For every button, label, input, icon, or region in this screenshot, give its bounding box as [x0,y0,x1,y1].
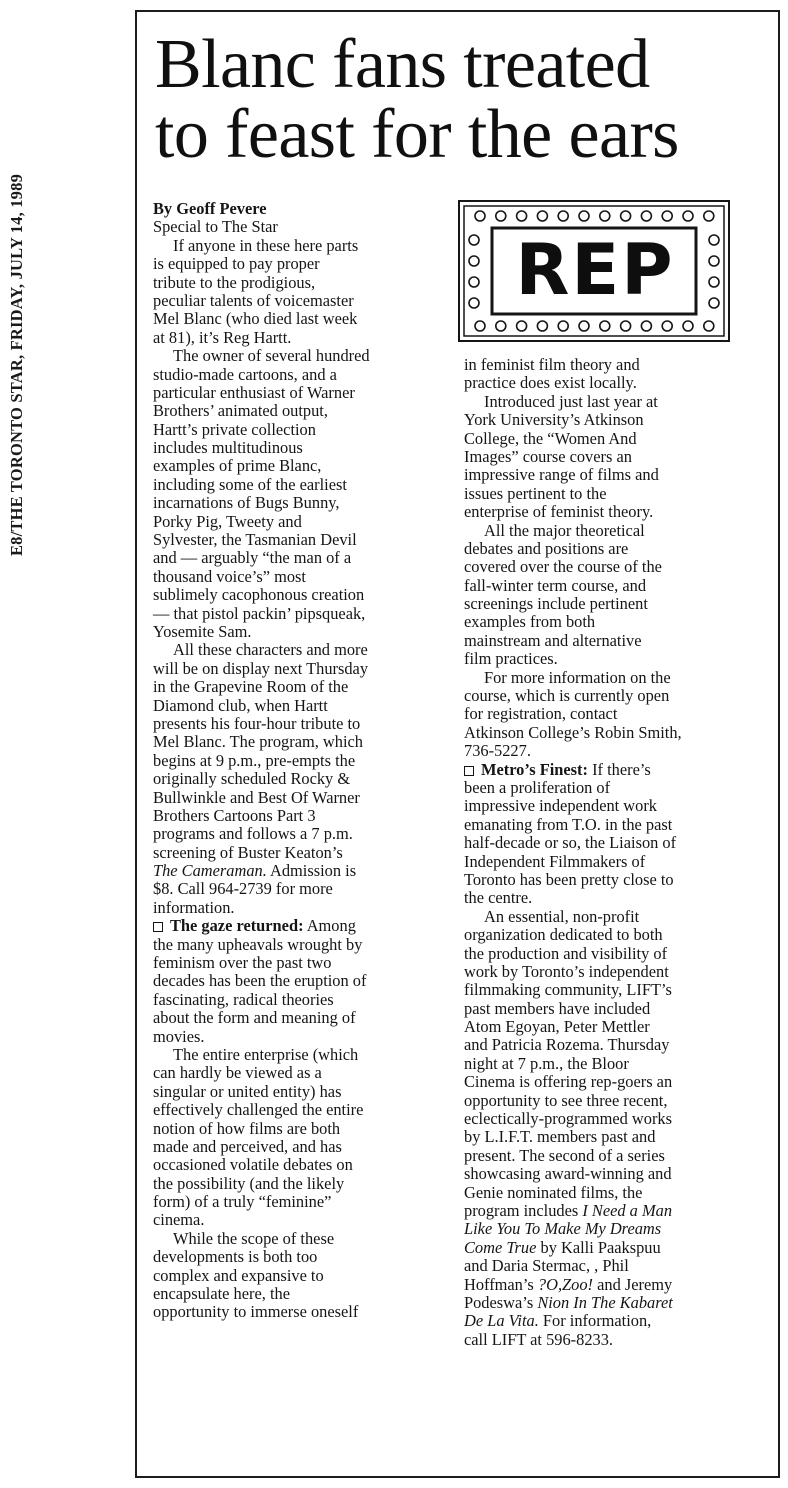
text-segment: The Cameraman. [153,861,267,881]
text-line [464,430,756,448]
text-line [464,1110,756,1128]
text-segment: been a proliferation of [464,777,611,797]
text-line [153,936,445,954]
text-segment: in the Grapevine Room of the [153,677,349,697]
text-line [153,1009,445,1027]
text-segment: encapsulate here, the [153,1284,290,1304]
text-line [464,816,756,834]
text-segment: Admission is [266,861,357,881]
text-segment: information. [153,897,235,917]
text-line [464,1055,756,1073]
text-segment: emanating from T.O. in the past [464,814,673,834]
text-line [153,1193,445,1211]
text-line [464,1018,756,1036]
headline-line-1: Blanc fans treated [155,26,650,103]
text-segment: programs and follows a 7 p.m. [153,824,353,844]
sprocket-hole [558,321,568,331]
section-box-icon [464,766,474,776]
text-segment: particular enthusiast of Warner [153,382,355,402]
text-line [153,660,445,678]
text-segment: Come True [464,1237,537,1257]
text-line [464,485,756,503]
text-segment: Mel Blanc. The program, which [153,732,363,752]
sprocket-hole [683,321,693,331]
article-column-left [153,200,445,1322]
text-segment: While the scope of these [173,1228,335,1248]
text-segment: debates and positions are [464,538,629,558]
text-segment: studio-made cartoons, and a [153,364,337,384]
text-line [464,1128,756,1146]
text-line [464,503,756,521]
text-segment: complex and expansive to [153,1265,324,1285]
sprocket-hole [709,298,719,308]
text-segment: Independent Filmmakers of [464,851,646,871]
text-segment: examples of prime Blanc, [153,456,322,476]
text-line [464,687,756,705]
sprocket-hole [579,321,589,331]
text-segment: includes multitudinous [153,438,303,458]
text-line [464,761,756,779]
text-line [153,825,445,843]
text-line [464,595,756,613]
sprocket-hole [537,321,547,331]
text-line [153,439,445,457]
sprocket-hole [469,298,479,308]
sprocket-hole [579,211,589,221]
text-segment: issues pertinent to the [464,483,607,503]
text-segment: is equipped to pay proper [153,254,320,274]
text-line [153,899,445,917]
text-segment: incarnations of Bugs Bunny, [153,493,340,513]
text-segment: tribute to the prodigious, [153,272,316,292]
text-line [464,1000,756,1018]
sprocket-hole [600,321,610,331]
text-line [153,1285,445,1303]
text-segment: fall-winter term course, and [464,575,647,595]
text-segment: thousand voice’s” most [153,566,306,586]
text-line [153,292,445,310]
text-line [153,549,445,567]
sprocket-hole [469,256,479,266]
text-segment: form) of a truly “feminine” [153,1192,332,1212]
text-segment: sublimely cacophonous creation [153,585,365,605]
text-segment: Brothers Cartoons Part 3 [153,805,316,825]
text-segment: opportunity to immerse oneself [153,1302,359,1322]
text-line [153,531,445,549]
text-segment: originally scheduled Rocky & [153,769,351,789]
section-heading: Metro’s Finest: [481,759,588,779]
text-segment: For information, [538,1311,652,1331]
sprocket-hole [704,211,714,221]
text-segment: enterprise of feminist theory. [464,502,654,522]
text-segment: The owner of several hundred [173,346,370,366]
text-segment: The entire enterprise (which [173,1044,359,1064]
text-line [153,366,445,384]
text-segment: Atom Egoyan, Peter Mettler [464,1017,650,1037]
text-line [153,623,445,641]
sprocket-hole [475,211,485,221]
text-line [464,411,756,429]
text-segment: Nion In The Kabaret [533,1292,673,1312]
text-line [464,908,756,926]
text-segment: impressive range of films and [464,465,659,485]
text-segment: Bullwinkle and Best Of Warner [153,787,360,807]
sprocket-hole [704,321,714,331]
text-segment: for registration, contact [464,704,618,724]
text-segment: feminism over the past two [153,953,332,973]
text-line [464,356,756,374]
text-line [464,1276,756,1294]
text-line [464,1331,756,1349]
text-line [464,871,756,889]
text-line [464,981,756,999]
text-line [153,1156,445,1174]
text-segment: showcasing award-winning and [464,1164,672,1184]
text-segment: half-decade or so, the Liaison of [464,833,677,853]
text-line [153,255,445,273]
text-line [464,1147,756,1165]
headline [155,26,765,173]
text-line [153,1083,445,1101]
sprocket-hole [683,211,693,221]
byline-author: By Geoff Pevere [153,199,267,218]
text-line [464,1036,756,1054]
text-line [153,310,445,328]
sprocket-hole [496,211,506,221]
text-segment: cinema. [153,1210,205,1230]
text-segment: Images” course covers an [464,446,632,466]
sprocket-hole [475,321,485,331]
text-segment: Mel Blanc (who died last week [153,309,358,329]
text-segment: Atkinson College’s Robin Smith, [464,722,682,742]
sprocket-hole [558,211,568,221]
text-segment: occasioned volatile debates on [153,1155,353,1175]
text-line [153,752,445,770]
sprocket-hole [621,321,631,331]
text-segment: film practices. [464,649,558,669]
text-segment: made and perceived, and has [153,1136,342,1156]
text-segment: the many upheavals wrought by [153,934,363,954]
text-segment: organization dedicated to both [464,925,663,945]
section-box-icon [153,922,163,932]
text-line [153,733,445,751]
text-line [464,834,756,852]
text-segment: covered over the course of the [464,557,662,577]
text-segment: opportunity to see three recent, [464,1090,668,1110]
newspaper-clipping [135,10,780,1478]
text-segment: about the form and meaning of [153,1008,356,1028]
text-segment: fascinating, radical theories [153,989,334,1009]
sprocket-hole [496,321,506,331]
text-line [153,457,445,475]
text-segment: and Patricia Rozema. Thursday [464,1035,670,1055]
text-line [153,972,445,990]
text-segment: and — arguably “the man of a [153,548,352,568]
text-line [464,632,756,650]
rep-column-logo [458,200,730,342]
text-segment: mainstream and alternative [464,630,642,650]
text-segment: Diamond club, when Hartt [153,695,328,715]
text-segment: the centre. [464,888,533,908]
text-line [464,1184,756,1202]
text-line [153,513,445,531]
text-segment: eclectically-programmed works [464,1109,672,1129]
sprocket-hole [517,211,527,221]
article-column-right [464,356,756,1349]
text-segment: singular or united entity) has [153,1081,342,1101]
text-segment: For more information on the [484,667,671,687]
text-line [153,917,445,935]
text-line [464,448,756,466]
text-line [153,880,445,898]
sprocket-hole [600,211,610,221]
text-line [153,678,445,696]
text-line [464,724,756,742]
text-segment: presents his four-hour tribute to [153,713,361,733]
text-line [153,384,445,402]
text-line [153,605,445,623]
text-segment: begins at 9 p.m., pre-empts the [153,750,356,770]
text-line [153,1101,445,1119]
sprocket-hole [709,256,719,266]
text-line [464,522,756,540]
text-segment: Yosemite Sam. [153,621,252,641]
text-line [153,476,445,494]
text-line [464,613,756,631]
text-line [464,374,756,392]
folio-text: E8/THE TORONTO STAR, FRIDAY, JULY 14, 1989 [7,173,27,557]
text-line [464,1165,756,1183]
text-segment: call LIFT at 596-8233. [464,1329,614,1349]
text-segment: developments is both too [153,1247,318,1267]
text-segment: at 81), it’s Reg Hartt. [153,327,292,347]
text-line [464,1294,756,1312]
text-line [153,274,445,292]
text-line [153,1064,445,1082]
text-line [464,1239,756,1257]
text-segment: Genie nominated films, the [464,1182,643,1202]
text-segment: York University’s Atkinson [464,410,644,430]
text-segment: present. The second of a series [464,1145,665,1165]
text-line [153,844,445,862]
text-line [464,797,756,815]
text-segment: will be on display next Thursday [153,658,369,678]
text-segment: Cinema is offering rep-goers an [464,1072,673,1092]
text-segment: practice does exist locally. [464,373,637,393]
text-segment: If there’s [587,759,651,779]
sprocket-hole [537,211,547,221]
text-segment: screenings include pertinent [464,594,648,614]
text-segment: Hartt’s private collection [153,419,316,439]
text-line [153,770,445,788]
text-line [464,1202,756,1220]
text-segment: movies. [153,1026,205,1046]
sprocket-hole [641,211,651,221]
left-column-text [153,237,445,1322]
text-line [464,669,756,687]
text-segment: decades has been the eruption of [153,971,367,991]
text-line [153,1248,445,1266]
text-line [153,807,445,825]
text-line [153,347,445,365]
text-line [153,991,445,1009]
text-line [153,1303,445,1321]
text-segment: Among [303,916,356,936]
text-segment: work by Toronto’s independent [464,961,669,981]
text-line [464,1073,756,1091]
text-line [464,1092,756,1110]
text-line [153,697,445,715]
text-line [464,853,756,871]
text-line [153,641,445,659]
text-segment: examples from both [464,612,596,632]
text-segment: the possibility (and the likely [153,1173,345,1193]
text-segment: 736-5227. [464,741,531,761]
sprocket-hole [469,277,479,287]
text-segment: Like You To Make My Dreams [464,1219,662,1239]
rep-logo-word: REP [515,229,675,311]
text-segment: past members have included [464,998,651,1018]
text-line [464,945,756,963]
text-line [464,393,756,411]
text-line [153,1175,445,1193]
page-folio [0,160,34,570]
text-segment: An essential, non-profit [484,906,640,926]
text-line [464,1220,756,1238]
text-line [153,1230,445,1248]
text-segment: effectively challenged the entire [153,1100,364,1120]
text-line [464,558,756,576]
text-line [153,954,445,972]
text-segment: Toronto has been pretty close to [464,869,674,889]
text-line [464,963,756,981]
text-line [464,1312,756,1330]
sprocket-hole [662,321,672,331]
text-segment: program includes [464,1200,579,1220]
sprocket-hole [662,211,672,221]
text-line [153,1138,445,1156]
text-line [153,1028,445,1046]
text-line [464,926,756,944]
text-segment: by L.I.F.T. members past and [464,1127,656,1147]
text-segment: $8. Call 964-2739 for more [153,879,333,899]
text-segment: filmmaking community, LIFT’s [464,980,672,1000]
text-line [153,237,445,255]
text-segment: Hoffman’s [464,1274,534,1294]
text-segment: De La Vita. [464,1311,539,1331]
text-line [464,1257,756,1275]
text-line [464,742,756,760]
text-line [153,1046,445,1064]
text-segment: College, the “Women And [464,428,637,448]
text-segment: in feminist film theory and [464,355,640,374]
text-line [153,402,445,420]
text-line [464,577,756,595]
text-line [464,540,756,558]
sprocket-hole [641,321,651,331]
text-segment: impressive independent work [464,796,657,816]
text-segment: If anyone in these here parts [173,235,359,255]
text-segment: can hardly be viewed as a [153,1063,322,1083]
text-line [153,1267,445,1285]
text-segment: Brothers’ animated output, [153,401,328,421]
text-line [153,494,445,512]
text-segment: Porky Pig, Tweety and [153,511,302,531]
text-line [464,650,756,668]
text-segment: and Daria Stermac, , Phil [464,1256,629,1276]
sprocket-hole [709,235,719,245]
sprocket-hole [517,321,527,331]
text-line [153,789,445,807]
section-heading: The gaze returned: [170,916,304,936]
text-segment: Sylvester, the Tasmanian Devil [153,530,357,550]
text-segment: notion of how films are both [153,1118,341,1138]
text-segment: and Jeremy [593,1274,673,1294]
text-segment: by Kalli Paakspuu [536,1237,661,1257]
text-line [464,705,756,723]
text-segment: night at 7 p.m., the Bloor [464,1053,629,1073]
text-line [153,421,445,439]
text-segment: All the major theoretical [484,520,645,540]
text-line [153,715,445,733]
headline-line-2: to feast for the ears [155,96,679,173]
text-line [153,568,445,586]
text-segment: Introduced just last year at [484,391,658,411]
text-line [464,779,756,797]
text-line [464,466,756,484]
text-segment: course, which is currently open [464,686,670,706]
text-segment: I Need a Man [578,1200,673,1220]
text-segment: ?O,Zoo! [533,1274,594,1294]
text-segment: screening of Buster Keaton’s [153,842,343,862]
text-line [153,1211,445,1229]
text-segment: including some of the earliest [153,474,347,494]
text-segment: peculiar talents of voicemaster [153,290,354,310]
byline-credit: Special to The Star [153,217,278,237]
sprocket-hole [469,235,479,245]
text-line [153,862,445,880]
right-column-text [464,356,756,1349]
sprocket-hole [709,277,719,287]
text-segment: — that pistol packin’ pipsqueak, [153,603,366,623]
text-line [464,889,756,907]
sprocket-hole [621,211,631,221]
text-line [153,329,445,347]
text-line [153,586,445,604]
text-segment: the production and visibility of [464,943,668,963]
text-segment: Podeswa’s [464,1292,534,1312]
text-segment: All these characters and more [173,640,368,660]
text-line [153,1120,445,1138]
